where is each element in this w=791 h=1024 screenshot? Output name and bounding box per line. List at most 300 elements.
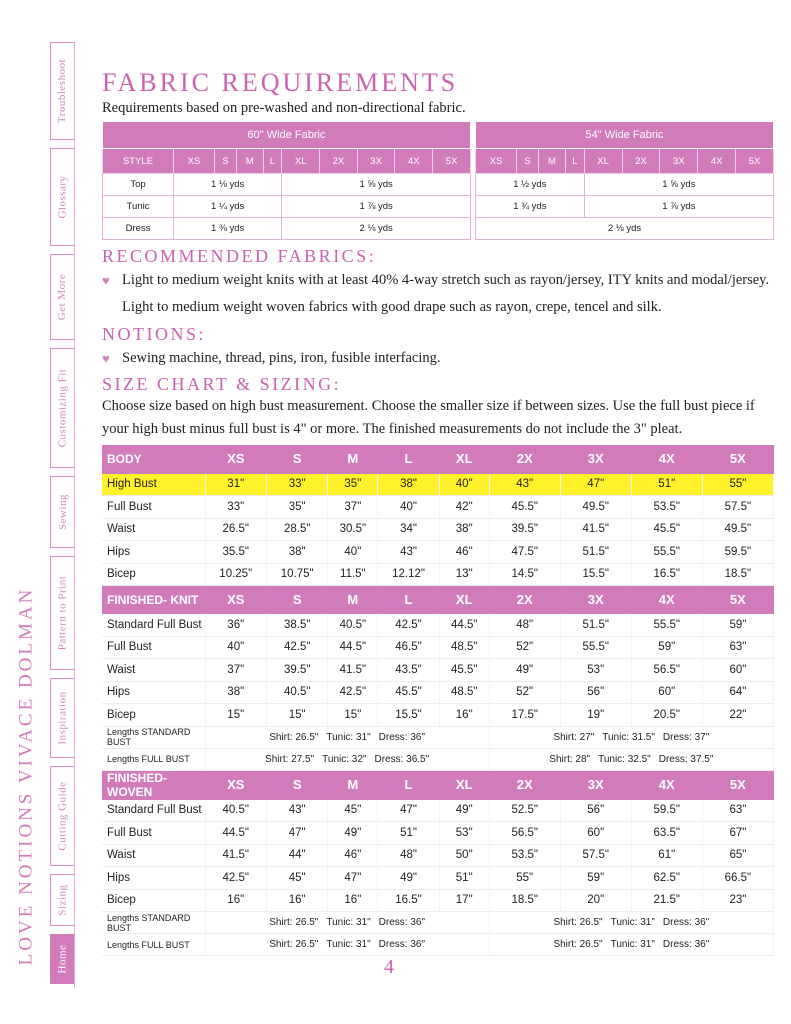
size-header: 2X (622, 149, 660, 174)
style-label: Top (103, 174, 174, 196)
measurement-cell: 17.5" (489, 704, 560, 727)
measurement-cell: 59" (631, 636, 702, 659)
measurement-cell: 13" (439, 563, 489, 586)
measurement-cell: 49" (378, 867, 439, 890)
measurement-cell: 46.5" (378, 636, 439, 659)
size-header: L (378, 445, 439, 473)
table-row (102, 636, 774, 659)
length-values (490, 732, 773, 743)
measurement-cell: 52" (489, 681, 560, 704)
measurement-cell: 38" (266, 541, 327, 564)
measurement-cell: 38" (205, 681, 266, 704)
measurement-cell: 45" (266, 867, 327, 890)
length-row (102, 748, 774, 770)
page-number: 4 (384, 956, 394, 978)
measurement-cell: 42" (439, 496, 489, 519)
measurement-cell: 18.5" (489, 889, 560, 912)
size-header: 5X (702, 586, 773, 614)
measurement-cell: 42.5" (266, 636, 327, 659)
size-header: XS (205, 770, 266, 799)
size-header: L (263, 149, 282, 174)
yardage: 2 ⅛ yds (476, 218, 774, 240)
length-value: Tunic: 31" (610, 917, 655, 928)
measurement-cell: 66.5" (702, 867, 773, 890)
table-row (102, 867, 774, 890)
tab-label: Glossary (56, 175, 69, 219)
tab-sizing[interactable] (50, 874, 74, 926)
yardage: 1 ⅞ yds (584, 196, 773, 218)
measurement-cell: 51" (439, 867, 489, 890)
length-value: Tunic: 32" (322, 753, 367, 765)
size-header: M (328, 586, 378, 614)
recommended-bullet (102, 267, 774, 321)
yardage: 1 ⅞ yds (282, 196, 471, 218)
table-row (102, 844, 774, 867)
table-row (102, 889, 774, 912)
tab-pattern-to-print[interactable] (50, 556, 74, 670)
measurement-cell: 41.5" (328, 659, 378, 682)
yardage: 1 ¼ yds (174, 196, 282, 218)
size-chart-description: Choose size based on high bust measurement. Choose the smaller size if between sizes. Use the full bust piece if your high bust minus full bust is 4" or more. The finished measurements do not include the 3" pleat. (102, 398, 755, 437)
size-header: L (565, 149, 584, 174)
size-header: S (266, 586, 327, 614)
size-header: L (378, 586, 439, 614)
tab-sewing[interactable] (50, 476, 74, 548)
measurement-cell: 60" (702, 659, 773, 682)
size-header: 5X (702, 445, 773, 473)
measurement-cell: 47" (266, 822, 327, 845)
measurement-cell: 50" (439, 844, 489, 867)
measurement-cell: 47.5" (489, 541, 560, 564)
measurement-cell: 61" (631, 844, 702, 867)
measurement-cell: 44.5" (328, 636, 378, 659)
measurement-cell: 16" (205, 889, 266, 912)
measurement-cell: 45" (328, 799, 378, 822)
length-value: Tunic: 31" (326, 917, 371, 928)
size-header: 4X (631, 770, 702, 799)
fabric-table-60 (102, 121, 471, 240)
length-cell (205, 912, 489, 934)
size-header: 2X (489, 770, 560, 799)
size-header: XS (205, 586, 266, 614)
row-label: Lengths FULL BUST (102, 748, 205, 770)
measurement-cell: 15" (205, 704, 266, 727)
yardage: 1 ½ yds (476, 174, 585, 196)
yardage: 1 ⅝ yds (282, 174, 471, 196)
tab-label: Home (56, 944, 69, 974)
measurement-cell: 56" (560, 681, 631, 704)
measurement-cell: 51.5" (560, 614, 631, 637)
size-header: XS (174, 149, 215, 174)
length-value: Dress: 36" (662, 917, 710, 928)
fabric-row-dress (476, 218, 774, 240)
fabric-row-dress (103, 218, 471, 240)
fabric-54-heading: 54" Wide Fabric (476, 122, 774, 149)
length-values (206, 754, 489, 765)
size-header: XL (282, 149, 320, 174)
measurement-cell: 42.5" (378, 614, 439, 637)
length-cell (489, 934, 773, 956)
notions-bullet (102, 345, 774, 372)
length-value: Shirt: 26.5" (553, 939, 603, 950)
measurement-cell: 47" (328, 867, 378, 890)
fabric-row-top (476, 174, 774, 196)
measurement-cell: 15" (328, 704, 378, 727)
tab-label: Cutting Guide (56, 781, 69, 851)
tab-glossary[interactable] (50, 148, 74, 246)
measurement-cell: 45.5" (439, 659, 489, 682)
length-value: Dress: 37" (662, 731, 710, 743)
size-header: M (539, 149, 566, 174)
measurement-cell: 44.5" (439, 614, 489, 637)
measurement-cell: 39.5" (489, 518, 560, 541)
measurement-cell: 53.5" (489, 844, 560, 867)
side-divider (74, 42, 75, 988)
tab-label: Sewing (56, 494, 69, 530)
measurement-cell: 48.5" (439, 681, 489, 704)
page-title: FABRIC REQUIREMENTS (102, 68, 459, 97)
length-value: Dress: 36" (378, 731, 425, 743)
size-header: S (214, 149, 236, 174)
tab-label: Get More (56, 273, 69, 321)
size-chart-table (102, 445, 774, 956)
measurement-cell: 43" (266, 799, 327, 822)
measurement-cell: 60" (560, 822, 631, 845)
row-label: Lengths STANDARD BUST (102, 726, 205, 748)
length-value: Shirt: 27" (553, 731, 595, 743)
measurement-cell: 30.5" (328, 518, 378, 541)
measurement-cell: 28.5" (266, 518, 327, 541)
fabric-row-tunic (476, 196, 774, 218)
size-header: S (517, 149, 539, 174)
measurement-cell: 59.5" (631, 799, 702, 822)
size-header: XS (205, 445, 266, 473)
table-row (102, 518, 774, 541)
table-row (102, 473, 774, 496)
size-header: XL (439, 770, 489, 799)
heart-icon: ♥ (102, 273, 110, 288)
length-value: Tunic: 31.5" (602, 731, 655, 743)
measurement-cell: 10.75" (266, 563, 327, 586)
size-header: XL (584, 149, 622, 174)
measurement-cell: 46" (439, 541, 489, 564)
measurement-cell: 16.5" (378, 889, 439, 912)
size-header: 2X (489, 445, 560, 473)
size-header: 3X (560, 770, 631, 799)
length-value: Shirt: 26.5" (553, 917, 603, 928)
size-header: 2X (489, 586, 560, 614)
measurement-cell: 60" (631, 681, 702, 704)
measurement-cell: 16" (266, 889, 327, 912)
measurement-cell: 35" (266, 496, 327, 519)
measurement-cell: 40" (378, 496, 439, 519)
measurement-cell: 51.5" (560, 541, 631, 564)
row-label: Standard Full Bust (102, 799, 205, 822)
tab-label: Customizing Fit (56, 368, 69, 448)
measurement-cell: 36" (205, 614, 266, 637)
table-row (102, 799, 774, 822)
length-row (102, 726, 774, 748)
notions-text: Sewing machine, thread, pins, iron, fusible interfacing. (122, 350, 441, 366)
row-label: Waist (102, 518, 205, 541)
measurement-cell: 17" (439, 889, 489, 912)
tab-label: Inspiration (56, 691, 69, 745)
measurement-cell: 49" (489, 659, 560, 682)
tab-home[interactable] (50, 934, 74, 984)
recommended-title: RECOMMENDED FABRICS: (102, 246, 377, 266)
length-values (490, 917, 773, 928)
measurement-cell: 49.5" (560, 496, 631, 519)
fabric-requirements (102, 121, 774, 240)
size-header: 4X (631, 445, 702, 473)
size-header: 3X (660, 149, 698, 174)
length-value: Dress: 36.5" (374, 753, 430, 765)
measurement-cell: 38.5" (266, 614, 327, 637)
measurement-cell: 40.5" (205, 799, 266, 822)
measurement-cell: 45.5" (378, 681, 439, 704)
size-header: 5X (702, 770, 773, 799)
heart-icon: ♥ (102, 351, 110, 366)
fabric-60-size-row (103, 149, 471, 174)
length-value: Tunic: 31" (326, 939, 371, 950)
length-cell (489, 748, 773, 770)
measurement-cell: 33" (205, 496, 266, 519)
measurement-cell: 40.5" (266, 681, 327, 704)
yardage: 2 ⅛ yds (282, 218, 471, 240)
row-label: Hips (102, 541, 205, 564)
measurement-cell: 47" (560, 473, 631, 496)
fabric-table-54 (475, 121, 774, 240)
measurement-cell: 42.5" (205, 867, 266, 890)
measurement-cell: 65" (702, 844, 773, 867)
measurement-cell: 21.5" (631, 889, 702, 912)
table-row (102, 659, 774, 682)
length-value: Dress: 37.5" (658, 753, 714, 765)
measurement-cell: 18.5" (702, 563, 773, 586)
measurement-cell: 44.5" (205, 822, 266, 845)
tab-customizing-fit[interactable] (50, 348, 74, 468)
measurement-cell: 48.5" (439, 636, 489, 659)
measurement-cell: 55" (702, 473, 773, 496)
length-value: Dress: 36" (378, 917, 425, 928)
measurement-cell: 56.5" (489, 822, 560, 845)
measurement-cell: 20.5" (631, 704, 702, 727)
table-row (102, 541, 774, 564)
tab-cutting-guide[interactable] (50, 766, 74, 866)
page-subtitle: Requirements based on pre-washed and non-directional fabric. (102, 100, 466, 116)
section-label: FINISHED- KNIT (102, 586, 205, 614)
style-label: Tunic (103, 196, 174, 218)
measurement-cell: 52" (489, 636, 560, 659)
length-value: Shirt: 26.5" (269, 917, 319, 928)
row-label: Standard Full Bust (102, 614, 205, 637)
recommended-text: Light to medium weight knits with at least 40% 4-way stretch such as rayon/jersey, ITY knits and modal/jersey. Light to medium weight woven fabrics with good drape such as rayon, crepe, tencel and silk. (122, 272, 770, 315)
row-label: Hips (102, 681, 205, 704)
measurement-cell: 49" (328, 822, 378, 845)
length-value: Dress: 36" (662, 939, 710, 950)
measurement-cell: 40" (205, 636, 266, 659)
measurement-cell: 31" (205, 473, 266, 496)
length-cell (205, 726, 489, 748)
brand-vertical (12, 570, 40, 982)
measurement-cell: 16" (328, 889, 378, 912)
measurement-cell: 37" (328, 496, 378, 519)
section-header-row (102, 770, 774, 799)
measurement-cell: 42.5" (328, 681, 378, 704)
measurement-cell: 43" (378, 541, 439, 564)
measurement-cell: 57.5" (560, 844, 631, 867)
measurement-cell: 59" (560, 867, 631, 890)
table-row (102, 704, 774, 727)
size-chart-title: SIZE CHART & SIZING: (102, 374, 342, 394)
measurement-cell: 10.25" (205, 563, 266, 586)
length-cell (205, 934, 489, 956)
tab-label: Troubleshoot (56, 58, 69, 124)
row-label: Bicep (102, 889, 205, 912)
tab-label: Sizing (56, 884, 69, 916)
length-value: Tunic: 31" (326, 731, 371, 743)
length-values (206, 732, 489, 743)
table-row (102, 614, 774, 637)
measurement-cell: 59" (702, 614, 773, 637)
measurement-cell: 55" (489, 867, 560, 890)
measurement-cell: 16" (439, 704, 489, 727)
measurement-cell: 52.5" (489, 799, 560, 822)
measurement-cell: 45.5" (631, 518, 702, 541)
section-header-row (102, 586, 774, 614)
size-header: 4X (698, 149, 736, 174)
table-row (102, 681, 774, 704)
size-header: XS (476, 149, 517, 174)
measurement-cell: 38" (439, 518, 489, 541)
measurement-cell: 55.5" (631, 614, 702, 637)
row-label: Bicep (102, 563, 205, 586)
measurement-cell: 39.5" (266, 659, 327, 682)
measurement-cell: 15.5" (378, 704, 439, 727)
measurement-cell: 40" (439, 473, 489, 496)
row-label: Hips (102, 867, 205, 890)
section-header-row (102, 445, 774, 473)
measurement-cell: 53.5" (631, 496, 702, 519)
main-content (102, 68, 774, 956)
length-value: Shirt: 28" (549, 753, 591, 765)
measurement-cell: 19" (560, 704, 631, 727)
measurement-cell: 47" (378, 799, 439, 822)
row-label: Waist (102, 844, 205, 867)
size-header: S (266, 770, 327, 799)
measurement-cell: 20" (560, 889, 631, 912)
size-header: 3X (357, 149, 395, 174)
style-label: Dress (103, 218, 174, 240)
measurement-cell: 35" (328, 473, 378, 496)
tab-inspiration[interactable] (50, 678, 74, 758)
row-label: Bicep (102, 704, 205, 727)
size-header: 3X (560, 586, 631, 614)
row-label: Lengths STANDARD BUST (102, 912, 205, 934)
measurement-cell: 15" (266, 704, 327, 727)
measurement-cell: 57.5" (702, 496, 773, 519)
tab-troubleshoot[interactable] (50, 42, 74, 140)
size-header: M (328, 445, 378, 473)
measurement-cell: 43.5" (378, 659, 439, 682)
notions-title: NOTIONS: (102, 324, 206, 344)
size-header: XL (439, 445, 489, 473)
row-label: Full Bust (102, 496, 205, 519)
length-value: Shirt: 26.5" (269, 731, 319, 743)
length-value: Tunic: 32.5" (598, 753, 651, 765)
table-row (102, 563, 774, 586)
size-header: L (378, 770, 439, 799)
length-cell (489, 726, 773, 748)
length-value: Shirt: 26.5" (269, 939, 319, 950)
row-label: Waist (102, 659, 205, 682)
length-values (490, 939, 773, 950)
section-label: BODY (102, 445, 205, 473)
length-value: Tunic: 31" (610, 939, 655, 950)
measurement-cell: 38" (378, 473, 439, 496)
section-label: FINISHED- WOVEN (102, 770, 205, 799)
measurement-cell: 56" (560, 799, 631, 822)
measurement-cell: 55.5" (560, 636, 631, 659)
measurement-cell: 51" (631, 473, 702, 496)
measurement-cell: 59.5" (702, 541, 773, 564)
tab-get-more[interactable] (50, 254, 74, 340)
measurement-cell: 44" (266, 844, 327, 867)
length-values (206, 939, 489, 950)
measurement-cell: 63" (702, 636, 773, 659)
measurement-cell: 22" (702, 704, 773, 727)
yardage: 1 ¾ yds (476, 196, 585, 218)
length-row (102, 912, 774, 934)
size-header: 2X (320, 149, 358, 174)
measurement-cell: 40.5" (328, 614, 378, 637)
size-header: S (266, 445, 327, 473)
measurement-cell: 45.5" (489, 496, 560, 519)
measurement-cell: 35.5" (205, 541, 266, 564)
length-values (206, 917, 489, 928)
measurement-cell: 49.5" (702, 518, 773, 541)
yardage: 1 ⅜ yds (174, 218, 282, 240)
style-header: STYLE (103, 149, 174, 174)
measurement-cell: 55.5" (631, 541, 702, 564)
fabric-54-size-row (476, 149, 774, 174)
measurement-cell: 53" (439, 822, 489, 845)
row-label: Full Bust (102, 636, 205, 659)
size-header: 5X (433, 149, 471, 174)
size-header: M (236, 149, 263, 174)
measurement-cell: 26.5" (205, 518, 266, 541)
measurement-cell: 48" (489, 614, 560, 637)
fabric-60-heading: 60" Wide Fabric (103, 122, 471, 149)
measurement-cell: 46" (328, 844, 378, 867)
measurement-cell: 16.5" (631, 563, 702, 586)
row-label: High Bust (102, 473, 205, 496)
measurement-cell: 41.5" (560, 518, 631, 541)
measurement-cell: 33" (266, 473, 327, 496)
yardage: 1 ⅛ yds (174, 174, 282, 196)
measurement-cell: 64" (702, 681, 773, 704)
row-label: Full Bust (102, 822, 205, 845)
size-header: 3X (560, 445, 631, 473)
yardage: 1 ⅝ yds (584, 174, 773, 196)
measurement-cell: 67" (702, 822, 773, 845)
measurement-cell: 63.5" (631, 822, 702, 845)
size-header: M (328, 770, 378, 799)
brand-text: LOVE NOTIONS VIVACE DOLMAN (15, 586, 36, 966)
fabric-row-tunic (103, 196, 471, 218)
measurement-cell: 63" (702, 799, 773, 822)
tab-label: Pattern to Print (56, 575, 69, 651)
